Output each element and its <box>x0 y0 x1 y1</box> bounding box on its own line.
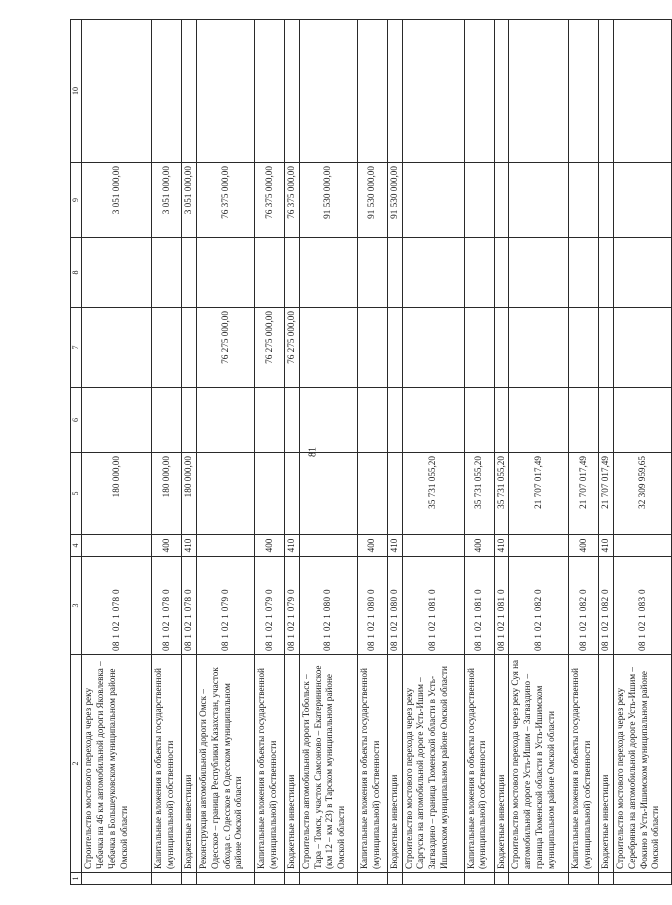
row-col7 <box>357 308 387 388</box>
row-col9: 3 051 000,00 <box>182 163 197 238</box>
row-col8 <box>509 238 569 308</box>
row-col5 <box>357 453 387 535</box>
row-col8 <box>82 238 152 308</box>
row-col8 <box>197 238 255 308</box>
row-col10 <box>402 20 464 163</box>
row-code: 08 1 02 1 081 0 <box>464 557 494 655</box>
row-col8 <box>152 238 182 308</box>
row-col5: 35 731 055,20 <box>494 453 509 535</box>
row-col7 <box>152 308 182 388</box>
row-col9: 91 530 000,00 <box>357 163 387 238</box>
cell-col1 <box>387 873 402 885</box>
cell-col1 <box>464 873 494 885</box>
column-number-header: 2 <box>71 655 82 873</box>
cell-col1 <box>614 873 672 885</box>
row-col9: 91 530 000,00 <box>299 163 357 238</box>
row-vr <box>197 535 255 557</box>
column-number-header: 4 <box>71 535 82 557</box>
row-col7 <box>494 308 509 388</box>
row-name: Капитальные вложения в объекты государственной (муниципальной) собственности <box>152 655 182 873</box>
row-vr <box>299 535 357 557</box>
cell-col1 <box>255 873 285 885</box>
column-number-header-row <box>71 20 82 885</box>
row-col9: 76 375 000,00 <box>197 163 255 238</box>
cell-col1 <box>494 873 509 885</box>
row-col8 <box>494 238 509 308</box>
row-name: Бюджетные инвестиции <box>285 655 300 873</box>
row-col10 <box>614 20 672 163</box>
row-name: Строительство мостового перехода через реку Суя на автомобильной дороге Усть-Ишим – Загваздино – граница Тюменской области в Усть-Ишимском муниципальном районе Омской области <box>509 655 569 873</box>
cell-col1 <box>569 873 599 885</box>
row-col7 <box>464 308 494 388</box>
row-col10 <box>464 20 494 163</box>
row-col10 <box>494 20 509 163</box>
cell-col1 <box>197 873 255 885</box>
row-code: 08 1 02 1 078 0 <box>152 557 182 655</box>
cell-col1 <box>509 873 569 885</box>
row-name: Бюджетные инвестиции <box>387 655 402 873</box>
cell-col1 <box>152 873 182 885</box>
table-row <box>182 20 197 885</box>
row-col10 <box>285 20 300 163</box>
table-row <box>494 20 509 885</box>
table-row <box>569 20 599 885</box>
row-col6 <box>599 388 614 453</box>
cell-col1 <box>599 873 614 885</box>
row-col10 <box>197 20 255 163</box>
row-col6 <box>387 388 402 453</box>
row-vr: 410 <box>387 535 402 557</box>
row-col6 <box>569 388 599 453</box>
row-col8 <box>402 238 464 308</box>
row-col9 <box>599 163 614 238</box>
row-col5 <box>197 453 255 535</box>
row-col5 <box>387 453 402 535</box>
row-code: 08 1 02 1 083 0 <box>614 557 672 655</box>
column-number-header: 7 <box>71 308 82 388</box>
row-col7 <box>599 308 614 388</box>
row-col10 <box>152 20 182 163</box>
row-col8 <box>599 238 614 308</box>
row-code: 08 1 02 1 080 0 <box>387 557 402 655</box>
row-name: Реконструкция автомобильной дороги Омск – Одесское – граница Республики Казахстан, участок обхода с. Одесское в Одесском муниципальном районе Омской области <box>197 655 255 873</box>
row-col10 <box>599 20 614 163</box>
row-col6 <box>197 388 255 453</box>
row-col5 <box>255 453 285 535</box>
row-name: Капитальные вложения в объекты государственной (муниципальной) собственности <box>357 655 387 873</box>
row-name: Капитальные вложения в объекты государственной (муниципальной) собственности <box>255 655 285 873</box>
row-col8 <box>182 238 197 308</box>
cell-col1 <box>402 873 464 885</box>
row-col8 <box>299 238 357 308</box>
table-row <box>509 20 569 885</box>
table-row <box>299 20 357 885</box>
row-vr: 400 <box>357 535 387 557</box>
row-col7 <box>509 308 569 388</box>
table-row <box>285 20 300 885</box>
row-name: Капитальные вложения в объекты государственной (муниципальной) собственности <box>464 655 494 873</box>
column-number-header: 8 <box>71 238 82 308</box>
row-vr <box>509 535 569 557</box>
row-vr <box>402 535 464 557</box>
row-vr: 400 <box>464 535 494 557</box>
table-body <box>82 20 672 885</box>
row-name: Капитальные вложения в объекты государственной (муниципальной) собственности <box>569 655 599 873</box>
row-col10 <box>509 20 569 163</box>
row-col7: 76 275 000,00 <box>285 308 300 388</box>
row-col7 <box>569 308 599 388</box>
row-col10 <box>82 20 152 163</box>
row-col6 <box>82 388 152 453</box>
row-name: Строительство автомобильной дороги Тобольск – Тара – Томск, участок Самсоново – Екатерининское (км 12 – км 23) в Тарском муниципальном районе Омской области <box>299 655 357 873</box>
row-col10 <box>299 20 357 163</box>
row-col6 <box>299 388 357 453</box>
table-row <box>464 20 494 885</box>
row-col7: 76 275 000,00 <box>255 308 285 388</box>
row-col9: 76 375 000,00 <box>285 163 300 238</box>
row-col7: 76 275 000,00 <box>197 308 255 388</box>
table-row <box>82 20 152 885</box>
row-col7 <box>182 308 197 388</box>
row-vr: 410 <box>182 535 197 557</box>
column-number-header: 10 <box>71 20 82 163</box>
row-col10 <box>182 20 197 163</box>
row-name: Бюджетные инвестиции <box>599 655 614 873</box>
row-col8 <box>387 238 402 308</box>
row-vr: 410 <box>494 535 509 557</box>
row-col5 <box>285 453 300 535</box>
table-row <box>387 20 402 885</box>
row-col5: 35 731 055,20 <box>464 453 494 535</box>
row-name: Строительство мостового перехода через реку Серебрянка на автомобильной дороге Усть-Ишим – Фокино в Усть-Ишимском муниципальном районе Омской области <box>614 655 672 873</box>
row-code: 08 1 02 1 082 0 <box>509 557 569 655</box>
table-row <box>402 20 464 885</box>
row-code: 08 1 02 1 079 0 <box>285 557 300 655</box>
row-vr: 410 <box>285 535 300 557</box>
row-col6 <box>494 388 509 453</box>
row-col10 <box>255 20 285 163</box>
row-col6 <box>255 388 285 453</box>
row-col9 <box>614 163 672 238</box>
row-col7 <box>299 308 357 388</box>
row-vr: 400 <box>152 535 182 557</box>
row-code: 08 1 02 1 081 0 <box>402 557 464 655</box>
budget-table-sheet <box>70 20 661 885</box>
table-row <box>152 20 182 885</box>
row-col6 <box>402 388 464 453</box>
table-row <box>599 20 614 885</box>
table-row <box>255 20 285 885</box>
row-name: Строительство мостового перехода через реку Чебачка на 46 км автомобильной дороги Яковлевка – Чебачка в Большеуковском муниципальном районе Омской области <box>82 655 152 873</box>
row-col5 <box>299 453 357 535</box>
budget-table <box>70 19 672 885</box>
row-col6 <box>614 388 672 453</box>
row-col7 <box>614 308 672 388</box>
page-number: 81 <box>307 447 319 457</box>
row-col6 <box>509 388 569 453</box>
row-name: Строительство мостового перехода через реку Саргуска на автомобильной дороге Усть-Ишим – Загваздино – граница Тюменской области в Усть-Ишимском муниципальном районе Омской области <box>402 655 464 873</box>
row-col9 <box>494 163 509 238</box>
row-name: Бюджетные инвестиции <box>494 655 509 873</box>
cell-col1 <box>357 873 387 885</box>
row-code: 08 1 02 1 078 0 <box>82 557 152 655</box>
row-col8 <box>569 238 599 308</box>
column-number-header: 5 <box>71 453 82 535</box>
column-number-header: 6 <box>71 388 82 453</box>
row-col9 <box>569 163 599 238</box>
cell-col1 <box>182 873 197 885</box>
row-col5: 180 000,00 <box>182 453 197 535</box>
row-col6 <box>182 388 197 453</box>
row-col8 <box>357 238 387 308</box>
row-col6 <box>357 388 387 453</box>
table-row <box>614 20 672 885</box>
row-vr: 400 <box>569 535 599 557</box>
row-col9 <box>402 163 464 238</box>
table-row <box>357 20 387 885</box>
row-code: 08 1 02 1 080 0 <box>299 557 357 655</box>
table-row <box>197 20 255 885</box>
row-col6 <box>464 388 494 453</box>
column-number-header: 3 <box>71 557 82 655</box>
row-col8 <box>285 238 300 308</box>
column-number-header: 9 <box>71 163 82 238</box>
cell-col1 <box>285 873 300 885</box>
row-col5: 32 309 959,65 <box>614 453 672 535</box>
row-col7 <box>82 308 152 388</box>
row-col6 <box>285 388 300 453</box>
row-name: Бюджетные инвестиции <box>182 655 197 873</box>
row-col5: 180 000,00 <box>82 453 152 535</box>
cell-col1 <box>299 873 357 885</box>
row-code: 08 1 02 1 082 0 <box>599 557 614 655</box>
row-code: 08 1 02 1 080 0 <box>357 557 387 655</box>
row-col9: 3 051 000,00 <box>152 163 182 238</box>
row-col7 <box>387 308 402 388</box>
row-col5: 21 707 017,49 <box>509 453 569 535</box>
column-number-header: 1 <box>71 873 82 885</box>
row-code: 08 1 02 1 082 0 <box>569 557 599 655</box>
row-col8 <box>464 238 494 308</box>
row-col9 <box>464 163 494 238</box>
row-col9 <box>509 163 569 238</box>
row-col5: 21 707 017,49 <box>599 453 614 535</box>
row-col6 <box>152 388 182 453</box>
row-vr: 410 <box>599 535 614 557</box>
row-code: 08 1 02 1 078 0 <box>182 557 197 655</box>
row-col9: 91 530 000,00 <box>387 163 402 238</box>
row-code: 08 1 02 1 079 0 <box>255 557 285 655</box>
row-code: 08 1 02 1 081 0 <box>494 557 509 655</box>
row-col8 <box>255 238 285 308</box>
row-vr <box>614 535 672 557</box>
row-col5: 21 707 017,49 <box>569 453 599 535</box>
row-col7 <box>402 308 464 388</box>
row-vr: 400 <box>255 535 285 557</box>
cell-col1 <box>82 873 152 885</box>
row-col9: 3 051 000,00 <box>82 163 152 238</box>
row-col10 <box>357 20 387 163</box>
row-col5: 35 731 055,20 <box>402 453 464 535</box>
row-code: 08 1 02 1 079 0 <box>197 557 255 655</box>
row-col10 <box>387 20 402 163</box>
row-col5: 180 000,00 <box>152 453 182 535</box>
row-col9: 76 375 000,00 <box>255 163 285 238</box>
row-vr <box>82 535 152 557</box>
row-col10 <box>569 20 599 163</box>
row-col8 <box>614 238 672 308</box>
